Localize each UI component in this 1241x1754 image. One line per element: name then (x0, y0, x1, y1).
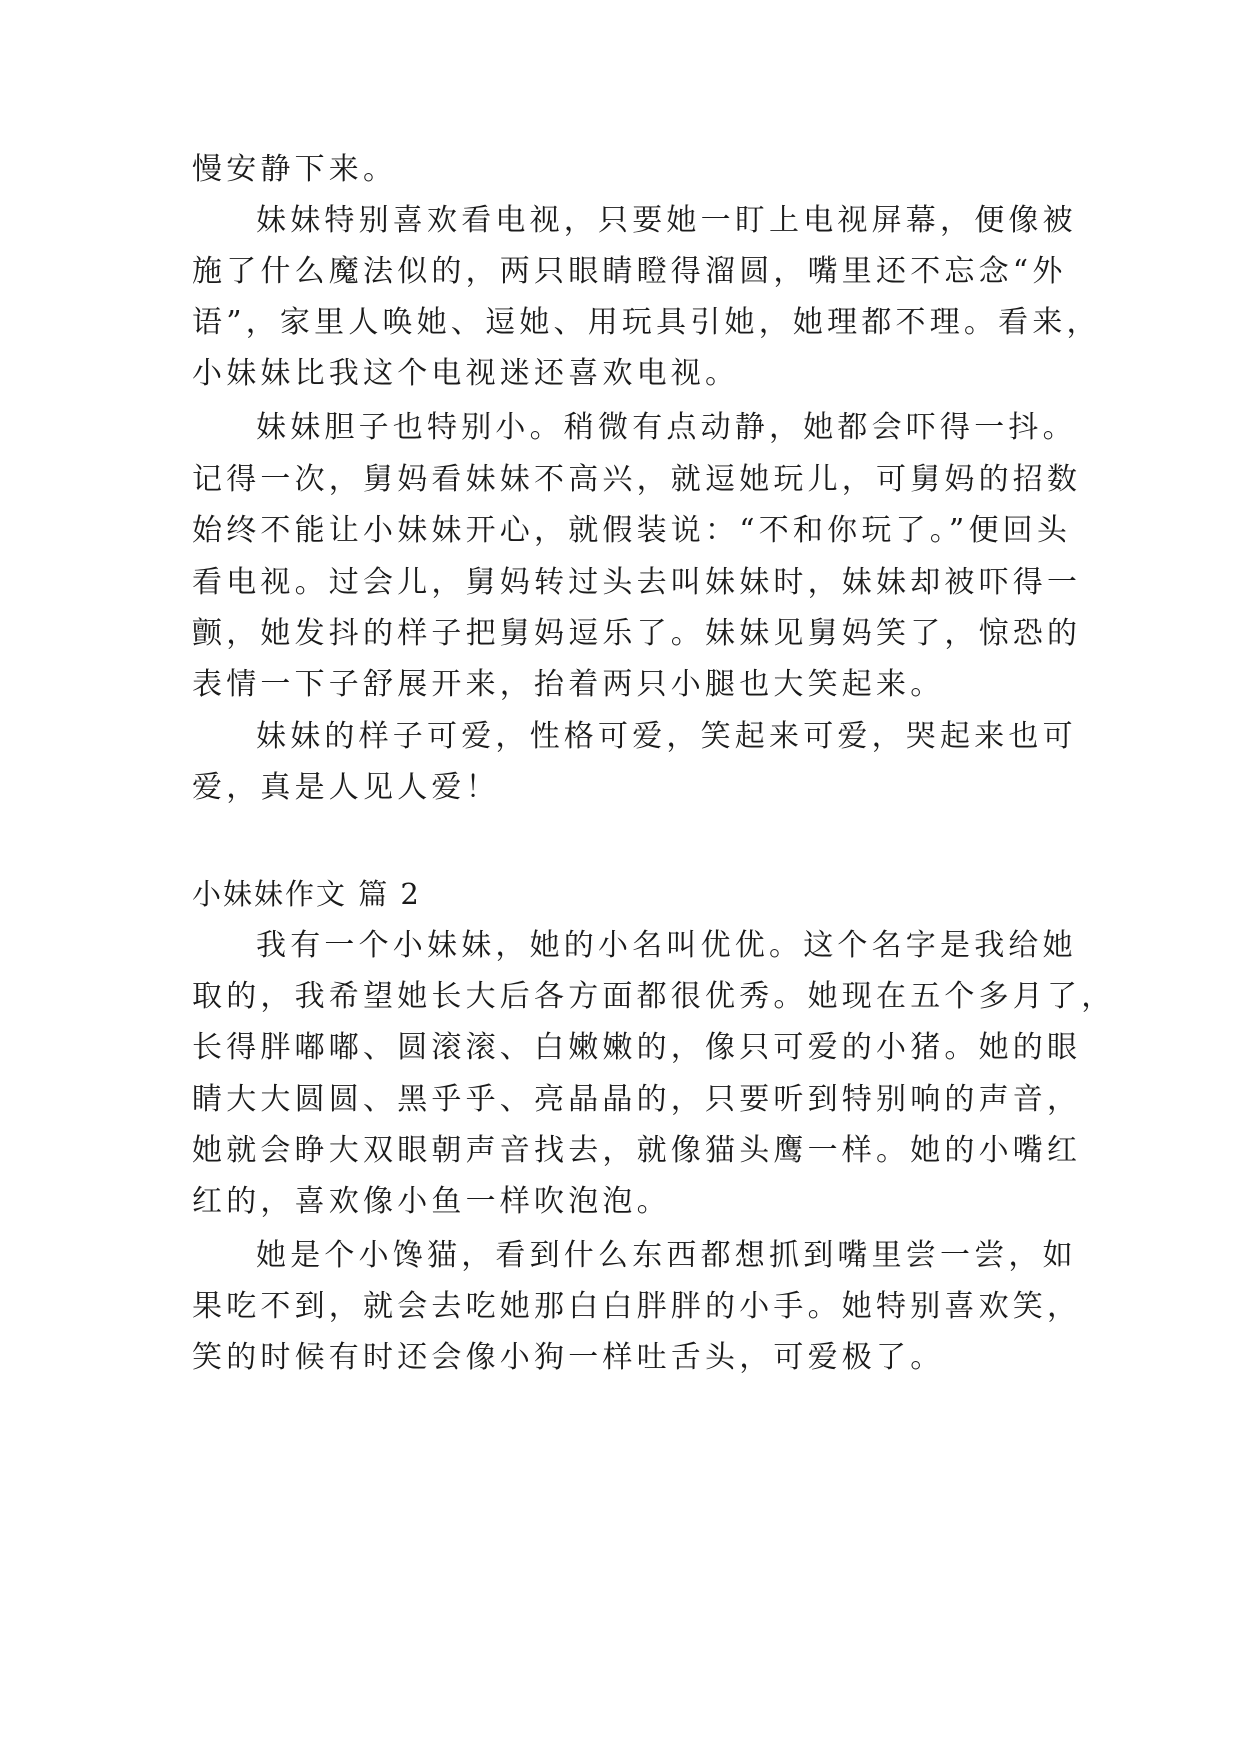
paragraph-start: 我有一个小妹妹，她的小名叫优优。这个名字是我给她 (256, 928, 1077, 963)
text-line: 语”，家里人唤她、逗她、用玩具引她，她理都不理。看来， (192, 305, 1101, 340)
paragraph-start: 妹妹胆子也特别小。稍微有点动静，她都会吓得一抖。 (256, 410, 1077, 445)
text-line: 取的，我希望她长大后各方面都很优秀。她现在五个多月了， (192, 979, 1116, 1014)
text-line: 她就会睁大双眼朝声音找去，就像猫头鹰一样。她的小嘴红 (192, 1133, 1082, 1168)
text-line: 笑的时候有时还会像小狗一样吐舌头，可爱极了。 (192, 1340, 945, 1375)
text-line: 表情一下子舒展开来，抬着两只小腿也大笑起来。 (192, 667, 945, 702)
text-line: 小妹妹比我这个电视迷还喜欢电视。 (192, 356, 740, 391)
text-line: 爱，真是人见人爱！ (192, 770, 500, 805)
text-line: 施了什么魔法似的，两只眼睛瞪得溜圆，嘴里还不忘念“外 (192, 254, 1067, 289)
paragraph-start: 她是个小馋猫，看到什么东西都想抓到嘴里尝一尝，如 (256, 1238, 1077, 1273)
text-line: 颤，她发抖的样子把舅妈逗乐了。妹妹见舅妈笑了，惊恐的 (192, 616, 1082, 651)
text-line: 红的，喜欢像小鱼一样吹泡泡。 (192, 1184, 671, 1219)
text-line: 果吃不到，就会去吃她那白白胖胖的小手。她特别喜欢笑， (192, 1289, 1082, 1324)
text-line: 始终不能让小妹妹开心，就假装说：“不和你玩了。”便回头 (192, 513, 1072, 548)
paragraph-start: 妹妹的样子可爱，性格可爱，笑起来可爱，哭起来也可 (256, 719, 1077, 754)
paragraph-start: 妹妹特别喜欢看电视，只要她一盯上电视屏幕，便像被 (256, 203, 1077, 238)
text-line: 长得胖嘟嘟、圆滚滚、白嫩嫩的，像只可爱的小猪。她的眼 (192, 1030, 1082, 1065)
text-line: 睛大大圆圆、黑乎乎、亮晶晶的，只要听到特别响的声音， (192, 1082, 1082, 1117)
text-line: 看电视。过会儿，舅妈转过头去叫妹妹时，妹妹却被吓得一 (192, 565, 1082, 600)
text-line: 记得一次，舅妈看妹妹不高兴，就逗她玩儿，可舅妈的招数 (192, 462, 1082, 497)
text-line: 慢安静下来。 (192, 152, 398, 187)
section-heading: 小妹妹作文 篇 2 (192, 877, 421, 911)
